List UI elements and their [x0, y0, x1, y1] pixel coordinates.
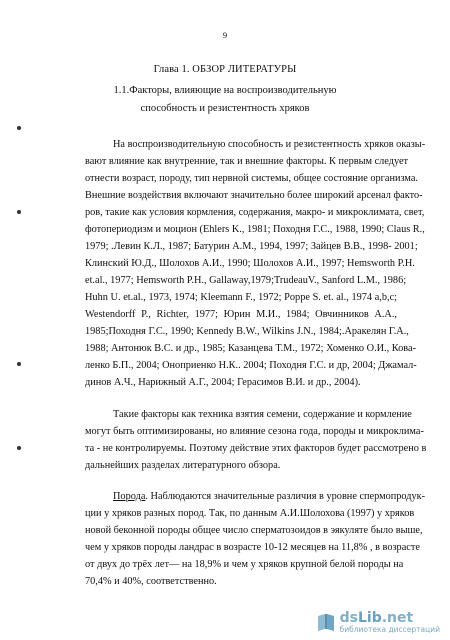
paragraph-line: 1988; Антонюк В.С. и др., 1985; Казанцева Т.М., 1972; Хоменко О.И., Кова- — [85, 343, 417, 354]
paragraph-line: 70,4% и 40%, соответственно. — [85, 576, 217, 587]
binder-hole-mark — [17, 362, 21, 366]
paragraph-line: чем у хряков породы ландрас в возрасте 10-12 месяцев на 11,8% , в возрасте — [85, 542, 420, 553]
paragraph-line: et.al., 1977; Hemsworth P.H., Gallaway,1979;TrudeauV., Sanford L.M., 1986; — [85, 275, 407, 286]
paragraph-line: Внешние воздействия включают значительно более широкий арсенал факто- — [85, 190, 423, 201]
binder-hole-mark — [17, 210, 21, 214]
section-title-line: способность и резистентность хряков — [140, 102, 310, 114]
watermark-brand: dsLib.net — [339, 609, 414, 626]
paragraph-line: 1979; .Левин К.Л., 1987; Батурин А.М., 1994, 1997; Зайцев В.В., 1998- 2001; — [85, 241, 418, 252]
paragraph-line: дальнейших разделах литературного обзора. — [85, 460, 281, 471]
paragraph-text: . Наблюдаются значительные различия в уровне спермопродук- — [145, 491, 426, 502]
chapter-title: Глава 1. ОБЗОР ЛИТЕРАТУРЫ — [153, 64, 297, 75]
section-title — [0, 82, 450, 117]
paragraph-line: ленко Б.П., 2004; Оноприенко Н.К.. 2004; Походня Г.С. и др, 2004; Джамал- — [85, 360, 417, 371]
binder-hole-mark — [17, 446, 21, 450]
paragraph-line: На воспроизводительную способность и резистентность хряков оказы- — [113, 139, 426, 150]
paragraph-line: фотопериодизм и моцион (Ehlers K., 1981; Походня Г.С., 1988, 1990; Claus R., — [85, 224, 425, 235]
paragraph-line: Такие факторы как техника взятия семени, содержание и кормление — [113, 409, 412, 420]
paragraph-line: ров, такие как условия кормления, содержания, макро- и микроклимата, свет, — [85, 207, 425, 218]
binder-hole-mark — [17, 126, 21, 130]
paragraph-line: от двух до трёх лет— на 18,9% и чем у хряков крупной белой породы на — [85, 559, 404, 570]
page-number: 9 — [222, 30, 228, 40]
paragraph-line: отнести возраст, породу, тип нервной системы, общее состояние организма. — [85, 173, 418, 184]
section-title-line: 1.1.Факторы, влияющие на воспроизводительную — [113, 85, 337, 96]
paragraph-line: могут быть оптимизированы, но влияние сезона года, породы и микроклима- — [85, 426, 424, 437]
paragraph-line: ции у хряков разных пород. Так, по данным А.И.Шолохова (1997) у хряков — [85, 508, 415, 519]
paragraph-line: динов А.Ч., Нарижный А.Г., 2004; Герасимов В.И. и др., 2004). — [85, 377, 361, 388]
paragraph-line: Westendorff P., Richter, 1977; Юрин М.И., 1984; Овчинников А.А., — [85, 309, 397, 320]
paragraph-line: Клинский Ю.Д., Шолохов А.И., 1990; Шолохов А.И., 1997; Hemsworth P.H. — [85, 258, 415, 269]
paragraph-line — [113, 490, 426, 503]
paragraph-heading-breed: Порода — [113, 491, 146, 502]
book-icon — [315, 611, 337, 633]
watermark[interactable] — [315, 610, 440, 634]
paragraph-line: та - не контролируемы. Поэтому действие этих факторов будет рассмотрено в — [85, 443, 427, 454]
paragraph-line: Huhn U. et.al., 1973, 1974; Kleemann F., 1972; Poppe S. et. al., 1974 a,b,c; — [85, 292, 397, 303]
paragraph-line: вают влияние как внутренние, так и внешние факторы. К первым следует — [85, 156, 409, 167]
paragraph-line: 1985;Походня Г.С., 1990; Kennedy B.W., Wilkins J.N., 1984;.Аракелян Г.А., — [85, 326, 409, 337]
paragraph-line: новой беконной породы общее число сперматозоидов в эякуляте было выше, — [85, 525, 423, 536]
watermark-subtitle: библиотека диссертаций — [339, 624, 440, 634]
